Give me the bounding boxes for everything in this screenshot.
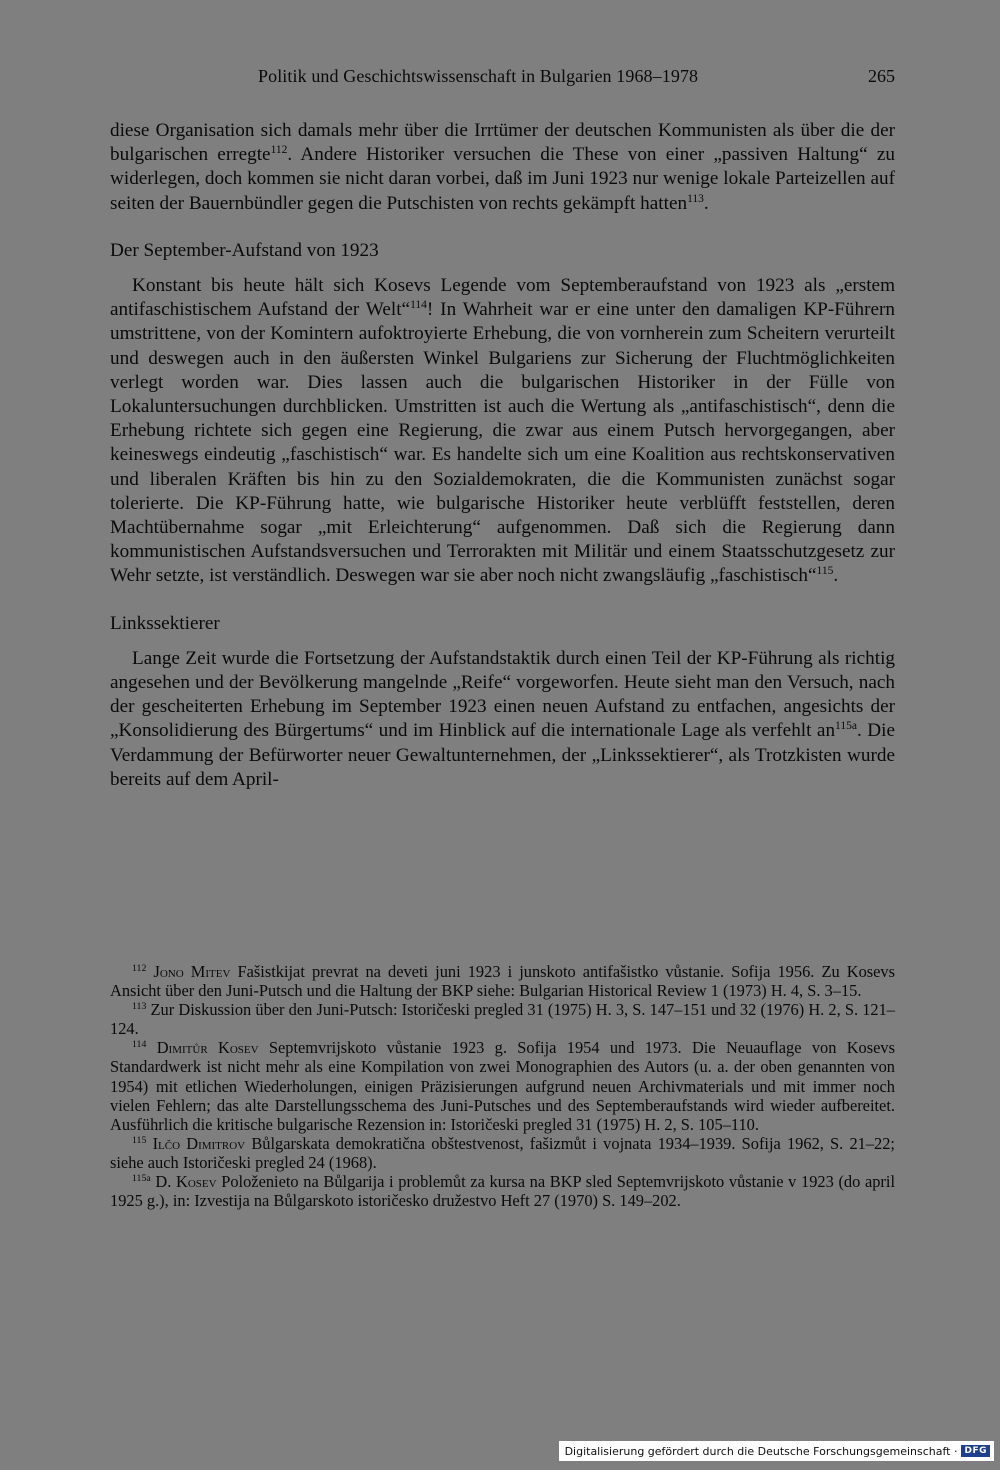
footnote-text: Bůlgarskata demokratična obštestvenost, fašizmůt i vojnata 1934–1939. Sofija 1962, S. 21–22; siehe auch Istoričeski pregled 24 (1968).	[110, 1133, 895, 1172]
footnote-ref: 113	[687, 192, 704, 205]
running-head-title: Politik und Geschichtswissenschaft in Bulgarien 1968–1978	[258, 66, 699, 86]
footnote-author: Dimitůr Kosev	[156, 1038, 259, 1058]
footnote-text: Septemvrijskoto vůstanie 1923 g. Sofija 1954 und 1973. Die Neuauflage von Kosevs Standardwerk ist nicht mehr als eine Kompilation von zwei Monographien des Autors (u. a. der oben genannten von 1954) mit etlichen Wiederholungen, einigen Präzisierungen aufgrund neuen Archivmaterials und mit immer noch vielen Fehlern; das alte Darstellungsschema des Juni-Putsches und des Septemberaufstands wird wieder aufbereitet. Ausführlich die kritische bulgarische Rezension in: Istoričeski pregled 31 (1975) H. 2, S. 105–110.	[110, 1038, 895, 1134]
paragraph-1: diese Organisation sich damals mehr über die Irrtümer der deutschen Kommunisten als über die der bulgarischen erregte$^{112}$. Andere Historiker versuchen die These von einer „passiven Haltung“ zu widerlegen, doch kommen sie nicht daran vorbei, daß im Juni 1923 nur wenige lokale Parteizellen auf seiten der Bauernbündler gegen die Putschisten von rechts gekämpft hatten$^{113}$.	[110, 120, 895, 214]
footnote-number: 113	[132, 1001, 147, 1013]
page-number: 265	[868, 66, 895, 86]
footnote-113	[110, 1000, 895, 1038]
digitization-credit	[559, 1441, 994, 1461]
footnote-text: Položenieto na Bůlgarija i problemůt za kursa na BKP sled Septemvrijskoto vůstanie v 1923 (do april 1925 g.), in: Izvestija na Bůlgarskoto istoričesko družestvo Heft 27 (1970) S. 149–202.	[110, 1172, 895, 1211]
paragraph-3: Lange Zeit wurde die Fortsetzung der Aufstandstaktik durch einen Teil der KP-Führung als richtig angesehen und der Bevölkerung mangelnde „Reife“ vorgeworfen. Heute sieht man den Versuch, nach der gescheiterten Erhebung im September 1923 einen neuen Aufstand zu entfachen, angesichts der „Konsolidierung des Bürgertums“ und im Hinblick auf die internationale Lage als verfehlt $an^{115a}$. Die Verdammung der Befürworter neuer Gewaltunternehmen, der „Linkssektierer“, als Trotzkisten wurde bereits auf dem April-	[110, 647, 895, 790]
section-heading-linkssektierer: Linkssektierer	[110, 612, 220, 634]
paragraph-2: Konstant bis heute hält sich Kosevs Legende vom Septemberaufstand von 1923 als „erstem antifaschistischem Aufstand der Welt“$^{114}$! In Wahrheit war er eine unter den damaligen KP-Führern umstrittene, von der Komintern aufoktroyierte Erhebung, die von vornherein zum Scheitern verurteilt und deswegen auch in den äußersten Winkel Bulgariens zur Sicherung der Fluchtmöglichkeiten verlegt worden war. Dies lassen auch die bulgarischen Historiker in der Fülle von Lokaluntersuchungen durchblicken. Umstritten ist auch die Wertung als „antifaschistisch“, denn die Erhebung richtete sich gegen eine Regierung, die zwar aus einem Putsch hervorgegangen, aber keineswegs eindeutig „faschistisch“ war. Es handelte sich um eine Koalition aus rechtskonservativen und liberalen Kräften bis hin zu den Sozialdemokraten, die die Kommunisten zunächst sogar tolerierte. Die KP-Führung hatte, wie bulgarische Historiker heute verblüfft feststellen, deren Machtübernahme sogar „mit Erleichterung“ aufgenommen. Daß sich die Regierung dann kommunistischen Aufstandsversuchen und Terrorakten mit Militär und einem Staatsschutzgesetz zur Wehr setzte, ist verständlich. Deswegen war sie aber noch nicht zwangsläufig „faschistisch“$^{115}$.	[110, 275, 895, 587]
footnote-ref: 115	[816, 565, 834, 578]
footnote-115	[110, 1134, 895, 1172]
spacer	[110, 263, 895, 274]
footnote-115a	[110, 1172, 895, 1210]
footnote-author: Ilčo Dimitrov	[152, 1133, 246, 1153]
section-heading-september-aufstand: Der September-Aufstand von 1923	[110, 239, 379, 261]
footnote-number: 114	[132, 1039, 147, 1051]
footnote-number: 115a	[132, 1173, 151, 1185]
footnote-number: 112	[132, 963, 147, 975]
footnote-112	[110, 962, 895, 1000]
footnote-ref: 115a	[835, 720, 858, 733]
footnote-ref: 112	[270, 144, 288, 157]
footnotes	[110, 962, 895, 1210]
dfg-logo: DFG	[961, 1445, 990, 1457]
spacer	[110, 589, 895, 612]
spacer	[110, 216, 895, 239]
footnote-114	[110, 1038, 895, 1133]
spacer	[110, 636, 895, 647]
footnote-author: Jono Mitev	[153, 962, 231, 981]
footnote-text: Zur Diskussion über den Juni-Putsch: Istoričeski pregled 31 (1975) H. 3, S. 147–151 und 32 (1976) H. 2, S. 121–124.	[110, 1000, 895, 1039]
footnote-number: 115	[132, 1134, 147, 1146]
credit-text: Digitalisierung gefördert durch die Deutsche Forschungsgemeinschaft ·	[564, 1444, 958, 1458]
body-text	[110, 119, 895, 792]
footnote-ref: 114	[410, 299, 427, 312]
running-head	[110, 66, 895, 90]
footnote-text: Fašistkijat prevrat na deveti juni 1923 i junskoto antifašistko vůstanie. Sofija 1956. Zu Kosevs Ansicht über den Juni-Putsch und die Haltung der BKP siehe: Bulgarian Historical Review 1 (1973) H. 4, S. 3–15.	[110, 962, 895, 1001]
footnote-author: D. Kosev	[155, 1172, 217, 1192]
